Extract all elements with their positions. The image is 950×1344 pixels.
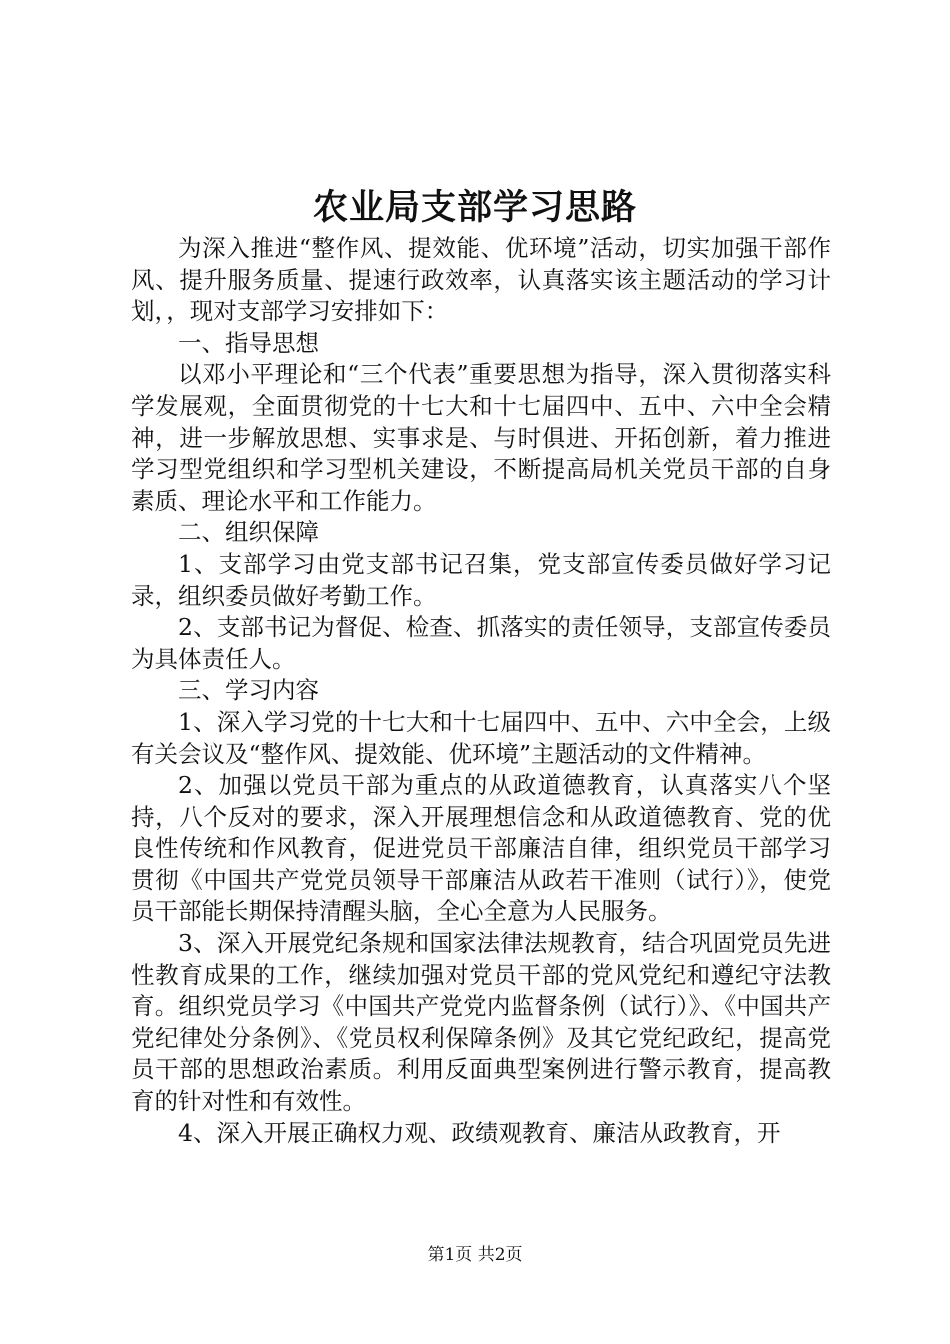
paragraph-study-content-2: 2、加强以党员干部为重点的从政道德教育，认真落实八个坚持，八个反对的要求，深入开展理想信念和从政道德教育、党的优良性传统和作风教育，促进党员干部廉洁自律，组织党员干部学习贯彻《中国共产党党员领导干部廉洁从政若干准则（试行）》，使党员干部能长期保持清醒头脑，全心全意为人民服务。 — [131, 771, 831, 926]
document-body — [131, 233, 831, 1149]
section-heading-organization: 二、组织保障 — [178, 518, 319, 547]
section-heading-guiding-ideology: 一、指导思想 — [178, 328, 319, 357]
paragraph-organization-1: 1、支部学习由党支部书记召集，党支部宣传委员做好学习记录，组织委员做好考勤工作。 — [131, 549, 831, 610]
paragraph-study-content-4: 4、深入开展正确权力观、政绩观教育、廉洁从政教育，开 — [178, 1118, 781, 1147]
document-title: 农业局支部学习思路 — [312, 187, 637, 228]
paragraph-study-content-3: 3、深入开展党纪条规和国家法律法规教育，结合巩固党员先进性教育成果的工作，继续加强对党员干部的党风党纪和遵纪守法教育。组织党员学习《中国共产党党内监督条例（试行）》、《中国共产党纪律处分条例》、《党员权利保障条例》及其它党纪政纪，提高党员干部的思想政治素质。利用反面典型案例进行警示教育，提高教育的针对性和有效性。 — [131, 929, 831, 1116]
section-heading-study-content: 三、学习内容 — [178, 676, 319, 705]
paragraph-intro: 为深入推进“整作风、提效能、优环境”活动，切实加强干部作风、提升服务质量、提速行政效率，认真落实该主题活动的学习计划，，现对支部学习安排如下： — [131, 234, 831, 326]
paragraph-study-content-1: 1、深入学习党的十七大和十七届四中、五中、六中全会，上级有关会议及“整作风、提效能、优环境”主题活动的文件精神。 — [131, 707, 831, 768]
paragraph-guiding-ideology: 以邓小平理论和“三个代表”重要思想为指导，深入贯彻落实科学发展观，全面贯彻党的十七大和十七届四中、五中、六中全会精神，进一步解放思想、实事求是、与时俱进、开拓创新，着力推进学习型党组织和学习型机关建设，不断提高局机关党员干部的自身素质、理论水平和工作能力。 — [131, 360, 831, 515]
page-number-footer: 第1页 共2页 — [427, 1245, 523, 1265]
paragraph-organization-2: 2、支部书记为督促、检查、抓落实的责任领导，支部宣传委员为具体责任人。 — [131, 613, 831, 673]
